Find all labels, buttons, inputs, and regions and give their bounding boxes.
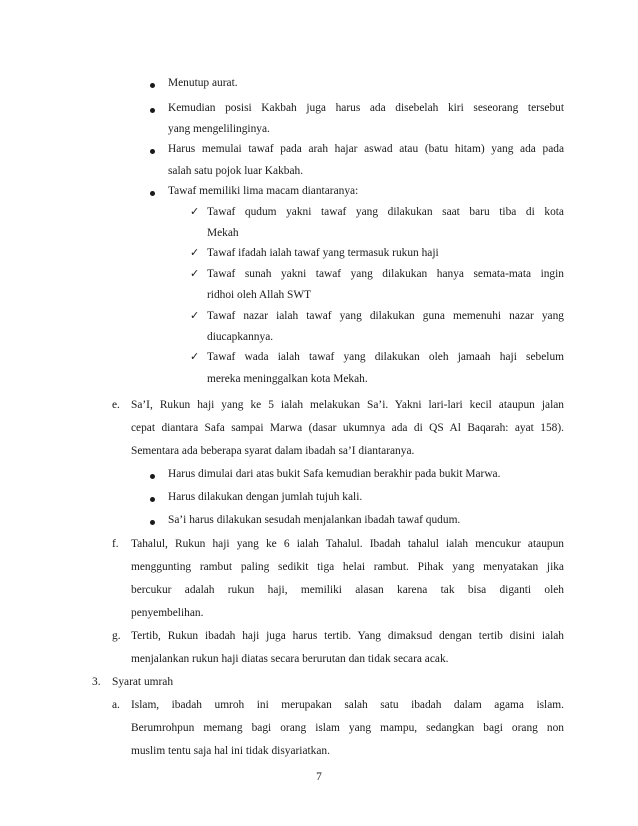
checkmark-icon: ✓ [190,350,200,363]
bullet-icon [150,83,155,88]
bullet-text: Kemudian posisi Kakbah juga harus ada disebelah kiri seseorang tersebut [168,102,564,114]
checklist-text-continued: Mekah [207,227,239,239]
bullet-text-continued: salah satu pojok luar Kakbah. [168,165,304,177]
checkmark-icon: ✓ [190,205,200,218]
paragraph-line: menggunting rambut paling sedikit tiga helai rambut. Pihak yang menyatakan jika [131,561,564,573]
bullet-text-continued: yang mengelilinginya. [168,123,270,135]
list-marker: e. [112,399,120,411]
paragraph-line: Tahalul, Rukun haji yang ke 6 ialah Tahalul. Ibadah tahalul ialah mencukur ataupun [131,538,564,550]
bullet-text: Harus memulai tawaf pada arah hajar aswad atau (batu hitam) yang ada pada [168,143,564,155]
bullet-icon [150,149,155,154]
paragraph-line: Sa’I, Rukun haji yang ke 5 ialah melakukan Sa’i. Yakni lari-lari kecil ataupun jalan [131,399,564,411]
paragraph-line: muslim tentu saja hal ini tidak disyariatkan. [131,745,330,757]
bullet-text: Harus dilakukan dengan jumlah tujuh kali. [168,491,363,503]
paragraph-line: cepat diantara Safa sampai Marwa (dasar ukumnya ada di QS Al Baqarah: ayat 158). [131,422,564,434]
page-number: 7 [316,771,322,783]
checkmark-icon: ✓ [190,267,200,280]
checklist-text: Tawaf sunah yakni tawaf yang dilakukan hanya semata-mata ingin [207,268,564,280]
bullet-text: Menutup aurat. [168,77,238,89]
checklist-text-continued: diucapkannya. [207,331,274,343]
checklist-text: Tawaf qudum yakni tawaf yang dilakukan saat baru tiba di kota [207,206,564,218]
list-marker: a. [112,699,120,711]
bullet-icon [150,497,155,502]
bullet-icon [150,191,155,196]
paragraph-line: bercukur adalah rukun haji, memiliki alasan karena tak bisa diganti oleh [131,584,564,596]
paragraph-line: Tertib, Rukun ibadah haji juga harus tertib. Yang dimaksud dengan tertib disini ialah [131,630,564,642]
checklist-text-continued: ridhoi oleh Allah SWT [207,289,312,301]
bullet-text: Harus dimulai dari atas bukit Safa kemudian berakhir pada bukit Marwa. [168,468,501,480]
checklist-text: Tawaf ifadah ialah tawaf yang termasuk rukun haji [207,247,439,259]
bullet-text: Tawaf memiliki lima macam diantaranya: [168,185,359,197]
checklist-text: Tawaf wada ialah tawaf yang dilakukan oleh jamaah haji sebelum [207,351,564,363]
list-marker: 3. [92,676,101,688]
checklist-text: Tawaf nazar ialah tawaf yang dilakukan guna memenuhi nazar yang [207,310,564,322]
list-marker: g. [112,630,121,642]
bullet-icon [150,108,155,113]
checkmark-icon: ✓ [190,309,200,322]
paragraph-line: Sementara ada beberapa syarat dalam ibadah sa’I diantaranya. [131,445,415,457]
bullet-icon [150,474,155,479]
paragraph-line: menjalankan rukun haji diatas secara berurutan dan tidak secara acak. [131,653,449,665]
checklist-text-continued: mereka meninggalkan kota Mekah. [207,373,368,385]
section-heading: Syarat umrah [112,676,174,688]
checkmark-icon: ✓ [190,246,200,259]
paragraph-line: penyembelihan. [131,607,204,619]
list-marker: f. [112,538,119,550]
paragraph-line: Islam, ibadah umroh ini merupakan salah satu ibadah dalam agama islam. [131,699,564,711]
bullet-text: Sa’i harus dilakukan sesudah menjalankan ibadah tawaf qudum. [168,514,461,526]
bullet-icon [150,520,155,525]
paragraph-line: Berumrohpun memang bagi orang islam yang mampu, sedangkan bagi orang non [131,722,564,734]
